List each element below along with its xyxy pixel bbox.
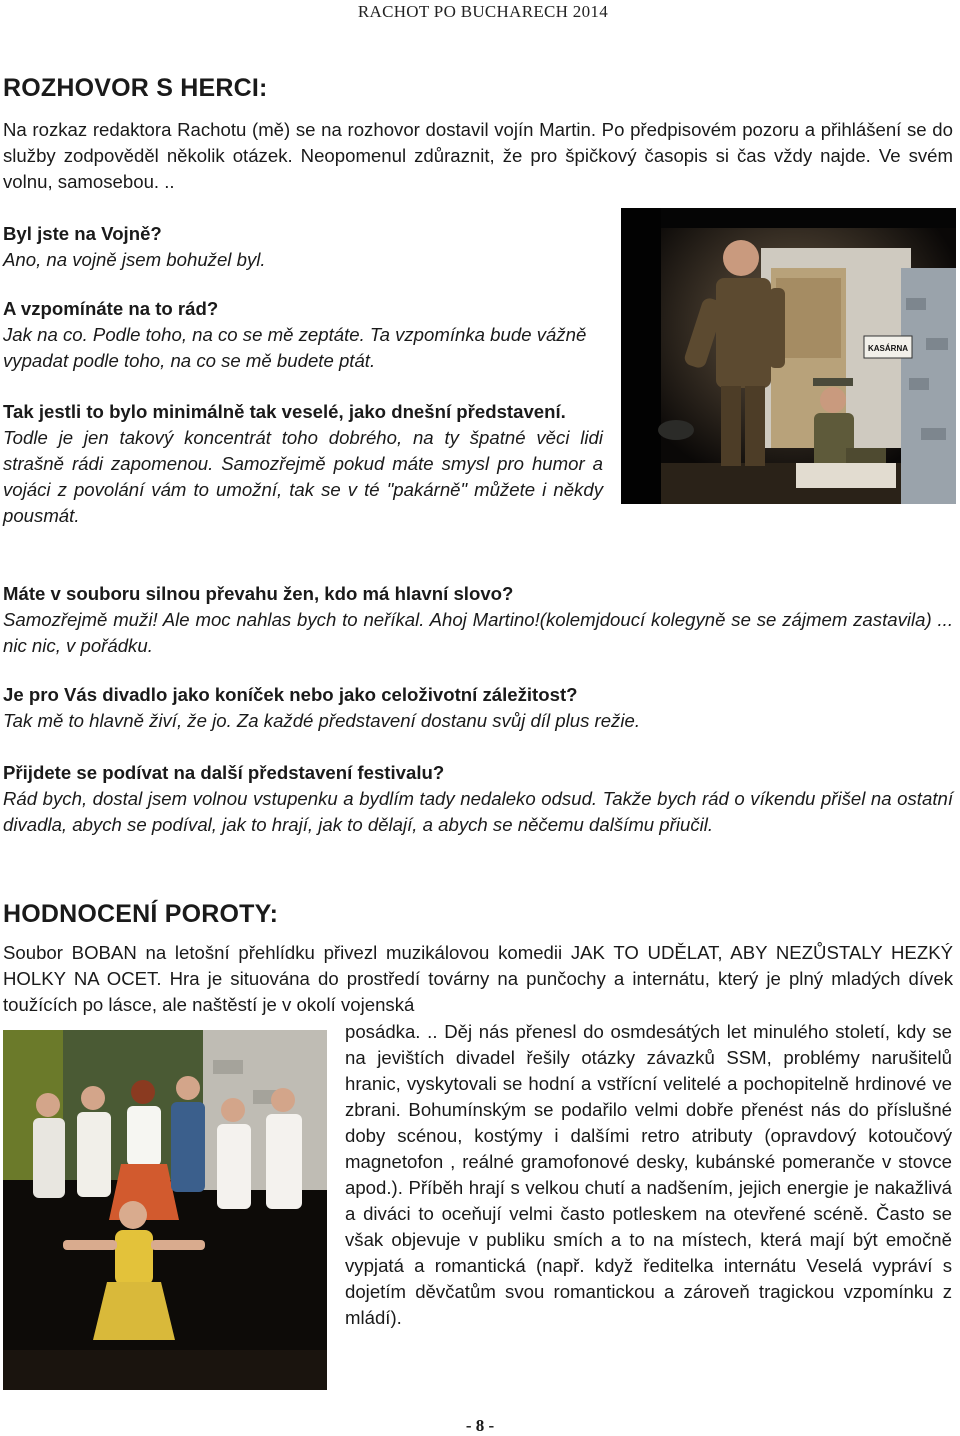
- answer-6: Rád bych, dostal jsem volnou vstupenku a bydlím tady nedaleko odsud. Takže bych rád o víkendu přišel na ostatní divadla, abych se podíval, jak to hrají, jak to dělají, a abych se něčemu dalšímu přiučil.: [3, 788, 953, 835]
- jury-paragraph-wrapped: posádka. .. Děj nás přenesl do osmdesátých let minulého století, kdy se na jevištích divadel řešily otázky závazků SSM, problémy narušitelů hranic, vyskytovali se hodní a vstřícní velitelé a pochopitelně hrdinové ve zbrani. Bohumínským se podařilo velmi dobře přenést nás do příslušné doby scénou, kostýmy i dalšími retro atributy (opravdový kotoučový magnetofon , reálné gramofonové desky, kubánské pomeranče v stovce apod.). Příběh hrají s velkou chutí a nadšením, jejich energie je nakažlivá a diváci to oceňují velmi často potleskem na otevřené scéně. Často se však objevuje v publiku smích a to na místech, která mají být emočně vypjatá a romantická (např. když ředitelka internátu Veselá vypráví s dojetím děvčatům svou romantickou a zároveň tragickou vzpomínku z mládí).: [345, 1021, 952, 1328]
- answer-4: Samozřejmě muži! Ale moc nahlas bych to neříkal. Ahoj Martino!(kolemjdoucí kolegyně se se zájmem zastavila) ... nic nic, v pořádku.: [3, 609, 953, 656]
- running-header: RACHOT PO BUCHARECH 2014: [357, 2, 608, 21]
- question-4: Máte v souboru silnou převahu žen, kdo má hlavní slovo?: [3, 583, 514, 604]
- question-1: Byl jste na Vojně?: [3, 223, 162, 244]
- photo-soldiers-on-stage: [621, 208, 956, 504]
- kasarna-sign: KASÁRNA: [868, 344, 908, 353]
- question-3: Tak jestli to bylo minimálně tak veselé, jako dnešní představení.: [3, 401, 566, 422]
- page-number: - 8 -: [465, 1416, 495, 1435]
- section-title-interview: ROZHOVOR S HERCI:: [3, 74, 268, 102]
- question-5: Je pro Vás divadlo jako koníček nebo jako celoživotní záležitost?: [3, 684, 578, 705]
- interview-intro: Na rozkaz redaktora Rachotu (mě) se na rozhovor dostavil vojín Martin. Po předpisovém pozoru a přihlášení se do služby zodpověděl několik otázek. Neopomenul zdůraznit, že pro špičkový časopis si čas vždy najde. Ve svém volnu, samosebou. ..: [3, 119, 953, 192]
- answer-2: Jak na co. Podle toho, na co se mě zeptáte. Ta vzpomínka bude vážně vypadat podle toho, na co se mě budete ptát.: [3, 324, 587, 371]
- photo-girls-on-stage: [3, 1030, 327, 1390]
- answer-5: Tak mě to hlavně živí, že jo. Za každé představení dostanu svůj díl plus režie.: [3, 710, 640, 731]
- section-title-jury: HODNOCENÍ POROTY:: [3, 900, 279, 928]
- answer-1: Ano, na vojně jsem bohužel byl.: [3, 249, 266, 270]
- question-6: Přijdete se podívat na další představení festivalu?: [3, 762, 445, 783]
- question-2: A vzpomínáte na to rád?: [3, 298, 219, 319]
- answer-3: Todle je jen takový koncentrát toho dobrého, na ty špatné věci lidi strašně rádi zapomenou. Samozřejmě pokud máte smysl pro humor a vojáci z povolání vám to umožní, tak se v té "pakárně" můžete i někdy pousmát.: [3, 427, 603, 526]
- jury-paragraph-full: Soubor BOBAN na letošní přehlídku přivezl muzikálovou komedii JAK TO UDĚLAT, ABY NEZŮSTALY HEZKÝ HOLKY NA OCET. Hra je situována do prostředí továrny na punčochy a internátu, který je plný mladých dívek toužících po lásce, ale naštěstí je v okolí vojenská: [3, 942, 953, 1015]
